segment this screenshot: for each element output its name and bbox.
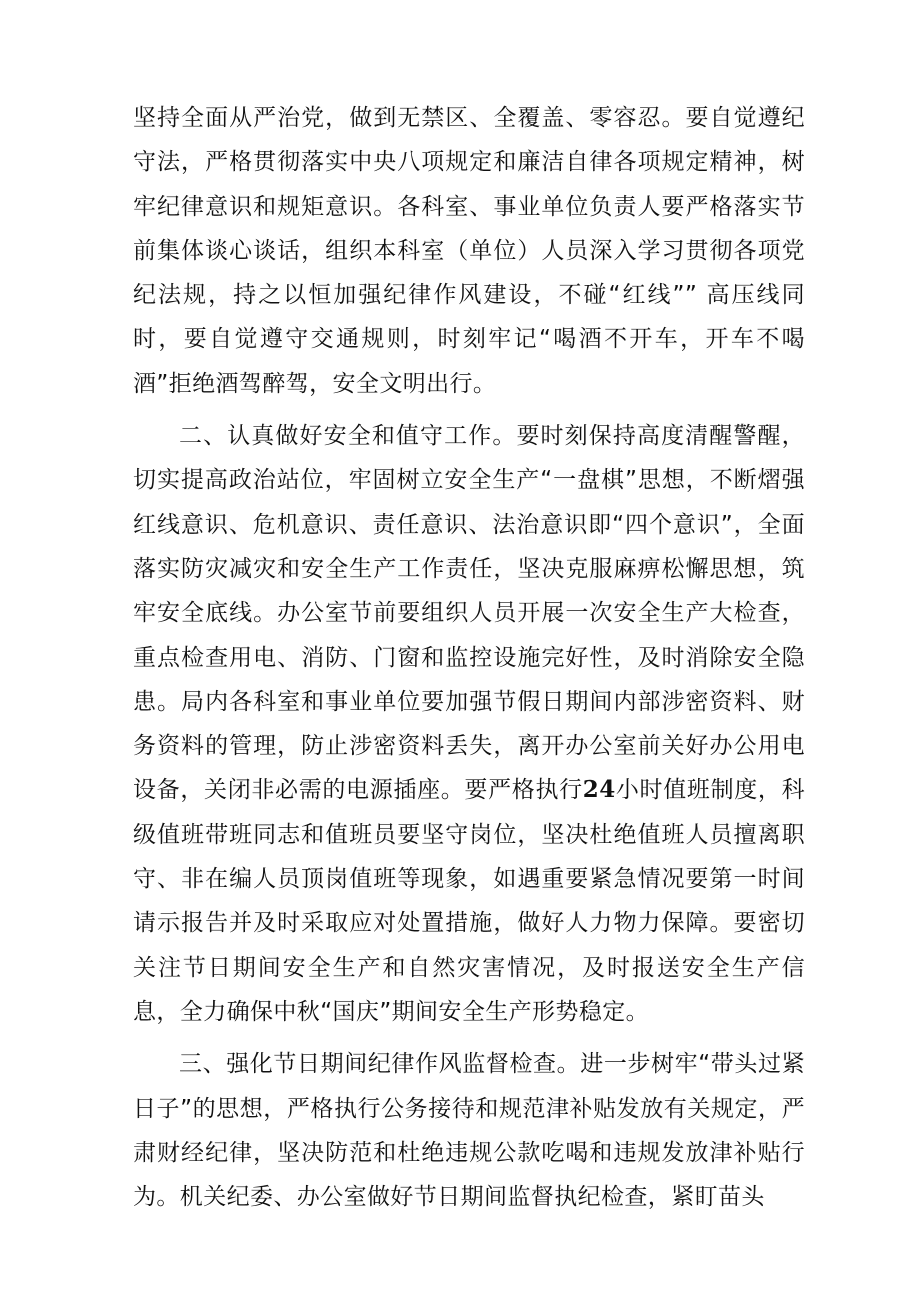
paragraph-2-text-after: 小时值班制度，科级值班带班同志和值班员要坚守岗位，坚决杜绝值班人员擅离职守、非在编人员顶岗值班等现象，如遇重要紧急情况要第一时间请示报告并及时采取应对处置措施，做好人力物力保障。要密切关注节日期间安全生产和自然灾害情况，及时报送安全生产信息，全力确保中秋“国庆”期间安全生产形势稳定。 (133, 777, 805, 1025)
document-body (133, 96, 805, 1219)
paragraph-2 (133, 414, 805, 1034)
paragraph-3 (133, 1042, 805, 1219)
paragraph-2-text-before: 二、认真做好安全和值守工作。要时刻保持高度清醒警醒，切实提高政治站位，牢固树立安全生产“一盘棋”思想，不断熠强红线意识、危机意识、责任意识、法治意识即“四个意识”，全面落实防灾减灾和安全生产工作责任，坚决克服麻痹松懈思想，筑牢安全底线。办公室节前要组织人员开展一次安全生产大检查，重点检查用电、消防、门窗和监控设施完好性，及时消除安全隐患。局内各科室和事业单位要加强节假日期间内部涉密资料、财务资料的管理，防止涉密资料丢失，离开办公室前关好办公用电设备，关闭非必需的电源插座。要严格执行 (133, 423, 805, 804)
paragraph-1-text: 坚持全面从严治党，做到无禁区、全覆盖、零容忍。要自觉遵纪守法，严格贯彻落实中央八项规定和廉洁自律各项规定精神，树牢纪律意识和规矩意识。各科室、事业单位负责人要严格落实节前集体谈心谈话，组织本科室（单位）人员深入学习贯彻各项党纪法规，持之以恒加强纪律作风建设，不碰“红线”” 高压线同时，要自觉遵守交通规则，时刻牢记“喝酒不开车，开车不喝酒”拒绝酒驾醉驾，安全文明出行。 (133, 105, 805, 397)
paragraph-2-number: 24 (582, 776, 616, 804)
paragraph-3-text: 三、强化节日期间纪律作风监督检查。进一步树牢“带头过紧日子”的思想，严格执行公务接待和规范津补贴发放有关规定，严肃财经纪律，坚决防范和杜绝违规公款吃喝和违规发放津补贴行为。机关纪委、办公室做好节日期间监督执纪检查，紧盯苗头 (133, 1051, 805, 1211)
paragraph-1 (133, 96, 805, 406)
